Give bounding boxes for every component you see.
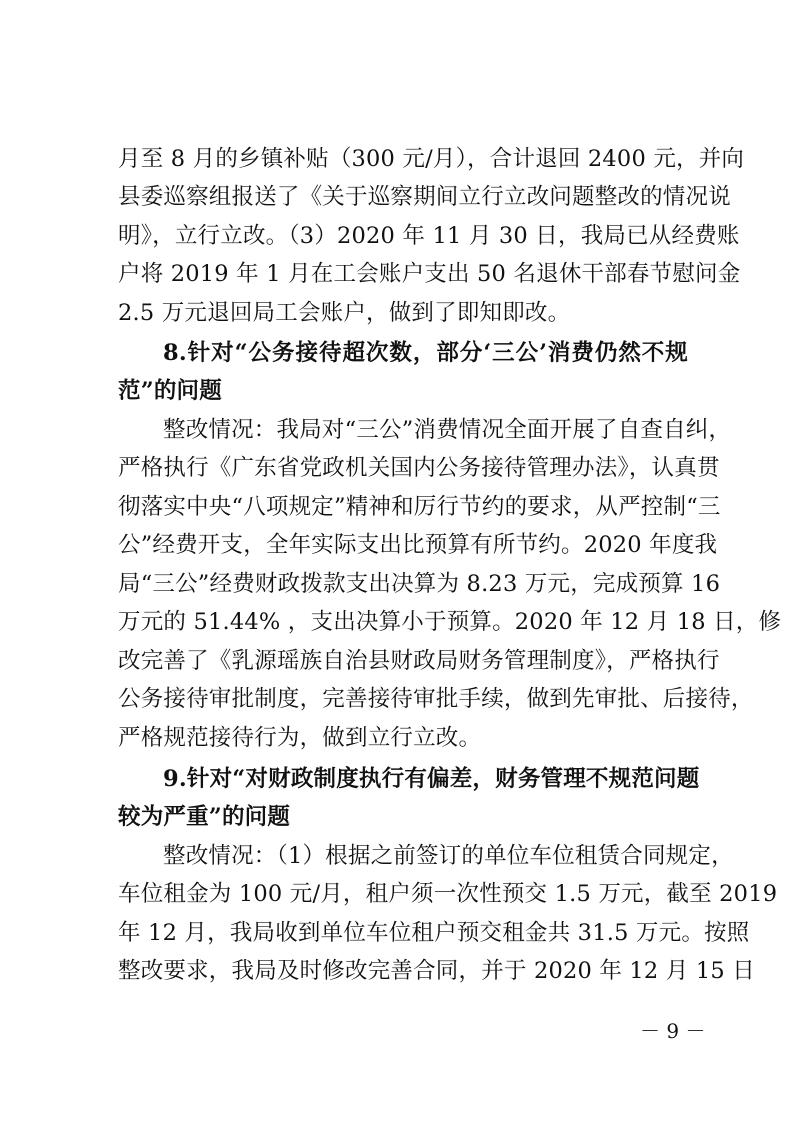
paragraph-line: 县委巡察组报送了《关于巡察期间立行立改问题整改的情况说 (118, 184, 731, 210)
paragraph-line: 公”经费开支，全年实际支出比预算有所节约。2020 年度我 (118, 532, 718, 558)
page-number: － 9 － (640, 1019, 706, 1043)
paragraph-line: 整改要求，我局及时修改完善合同，并于 2020 年 12 月 15 日 (118, 958, 755, 984)
paragraph-line: 局“三公”经费财政拨款支出决算为 8.23 万元，完成预算 16 (118, 571, 721, 597)
paragraph-line: 严格规范接待行为，做到立行立改。 (118, 725, 482, 751)
section-heading: 范”的问题 (118, 378, 222, 404)
paragraph-line: 户将 2019 年 1 月在工会账户支出 50 名退休干部春节慰问金 (118, 261, 741, 287)
paragraph-line: 改完善了《乳源瑶族自治县财政局财务管理制度》，严格执行 (118, 648, 720, 674)
paragraph-line: 整改情况：我局对“三公”消费情况全面开展了自查自纠， (163, 417, 732, 443)
section-heading: 8.针对“公务接待超次数，部分‘三公’消费仍然不规 (163, 340, 688, 366)
paragraph-line: 月至 8 月的乡镇补贴（300 元/月），合计退回 2400 元，并向 (118, 146, 745, 172)
paragraph-line: 万元的 51.44% ，支出决算小于预算。2020 年 12 月 18 日，修 (118, 609, 782, 635)
paragraph-line: 2.5 万元退回局工会账户，做到了即知即改。 (118, 300, 571, 326)
paragraph-line: 明》，立行立改。（3）2020 年 11 月 30 日，我局已从经费账 (118, 223, 740, 249)
paragraph-line: 彻落实中央“八项规定”精神和厉行节约的要求，从严控制“三 (118, 494, 721, 520)
paragraph-line: 严格执行《广东省党政机关国内公务接待管理办法》，认真贯 (118, 455, 720, 481)
paragraph-line: 公务接待审批制度，完善接待审批手续，做到先审批、后接待， (118, 686, 754, 712)
section-heading: 较为严重”的问题 (118, 804, 291, 830)
section-heading: 9.针对“对财政制度执行有偏差，财务管理不规范问题 (163, 766, 700, 792)
paragraph-line: 车位租金为 100 元/月，租户须一次性预交 1.5 万元，截至 2019 (118, 881, 778, 907)
paragraph-line: 年 12 月，我局收到单位车位租户预交租金共 31.5 万元。按照 (118, 920, 750, 946)
paragraph-line: 整改情况：（1）根据之前签订的单位车位租赁合同规定， (163, 843, 734, 869)
